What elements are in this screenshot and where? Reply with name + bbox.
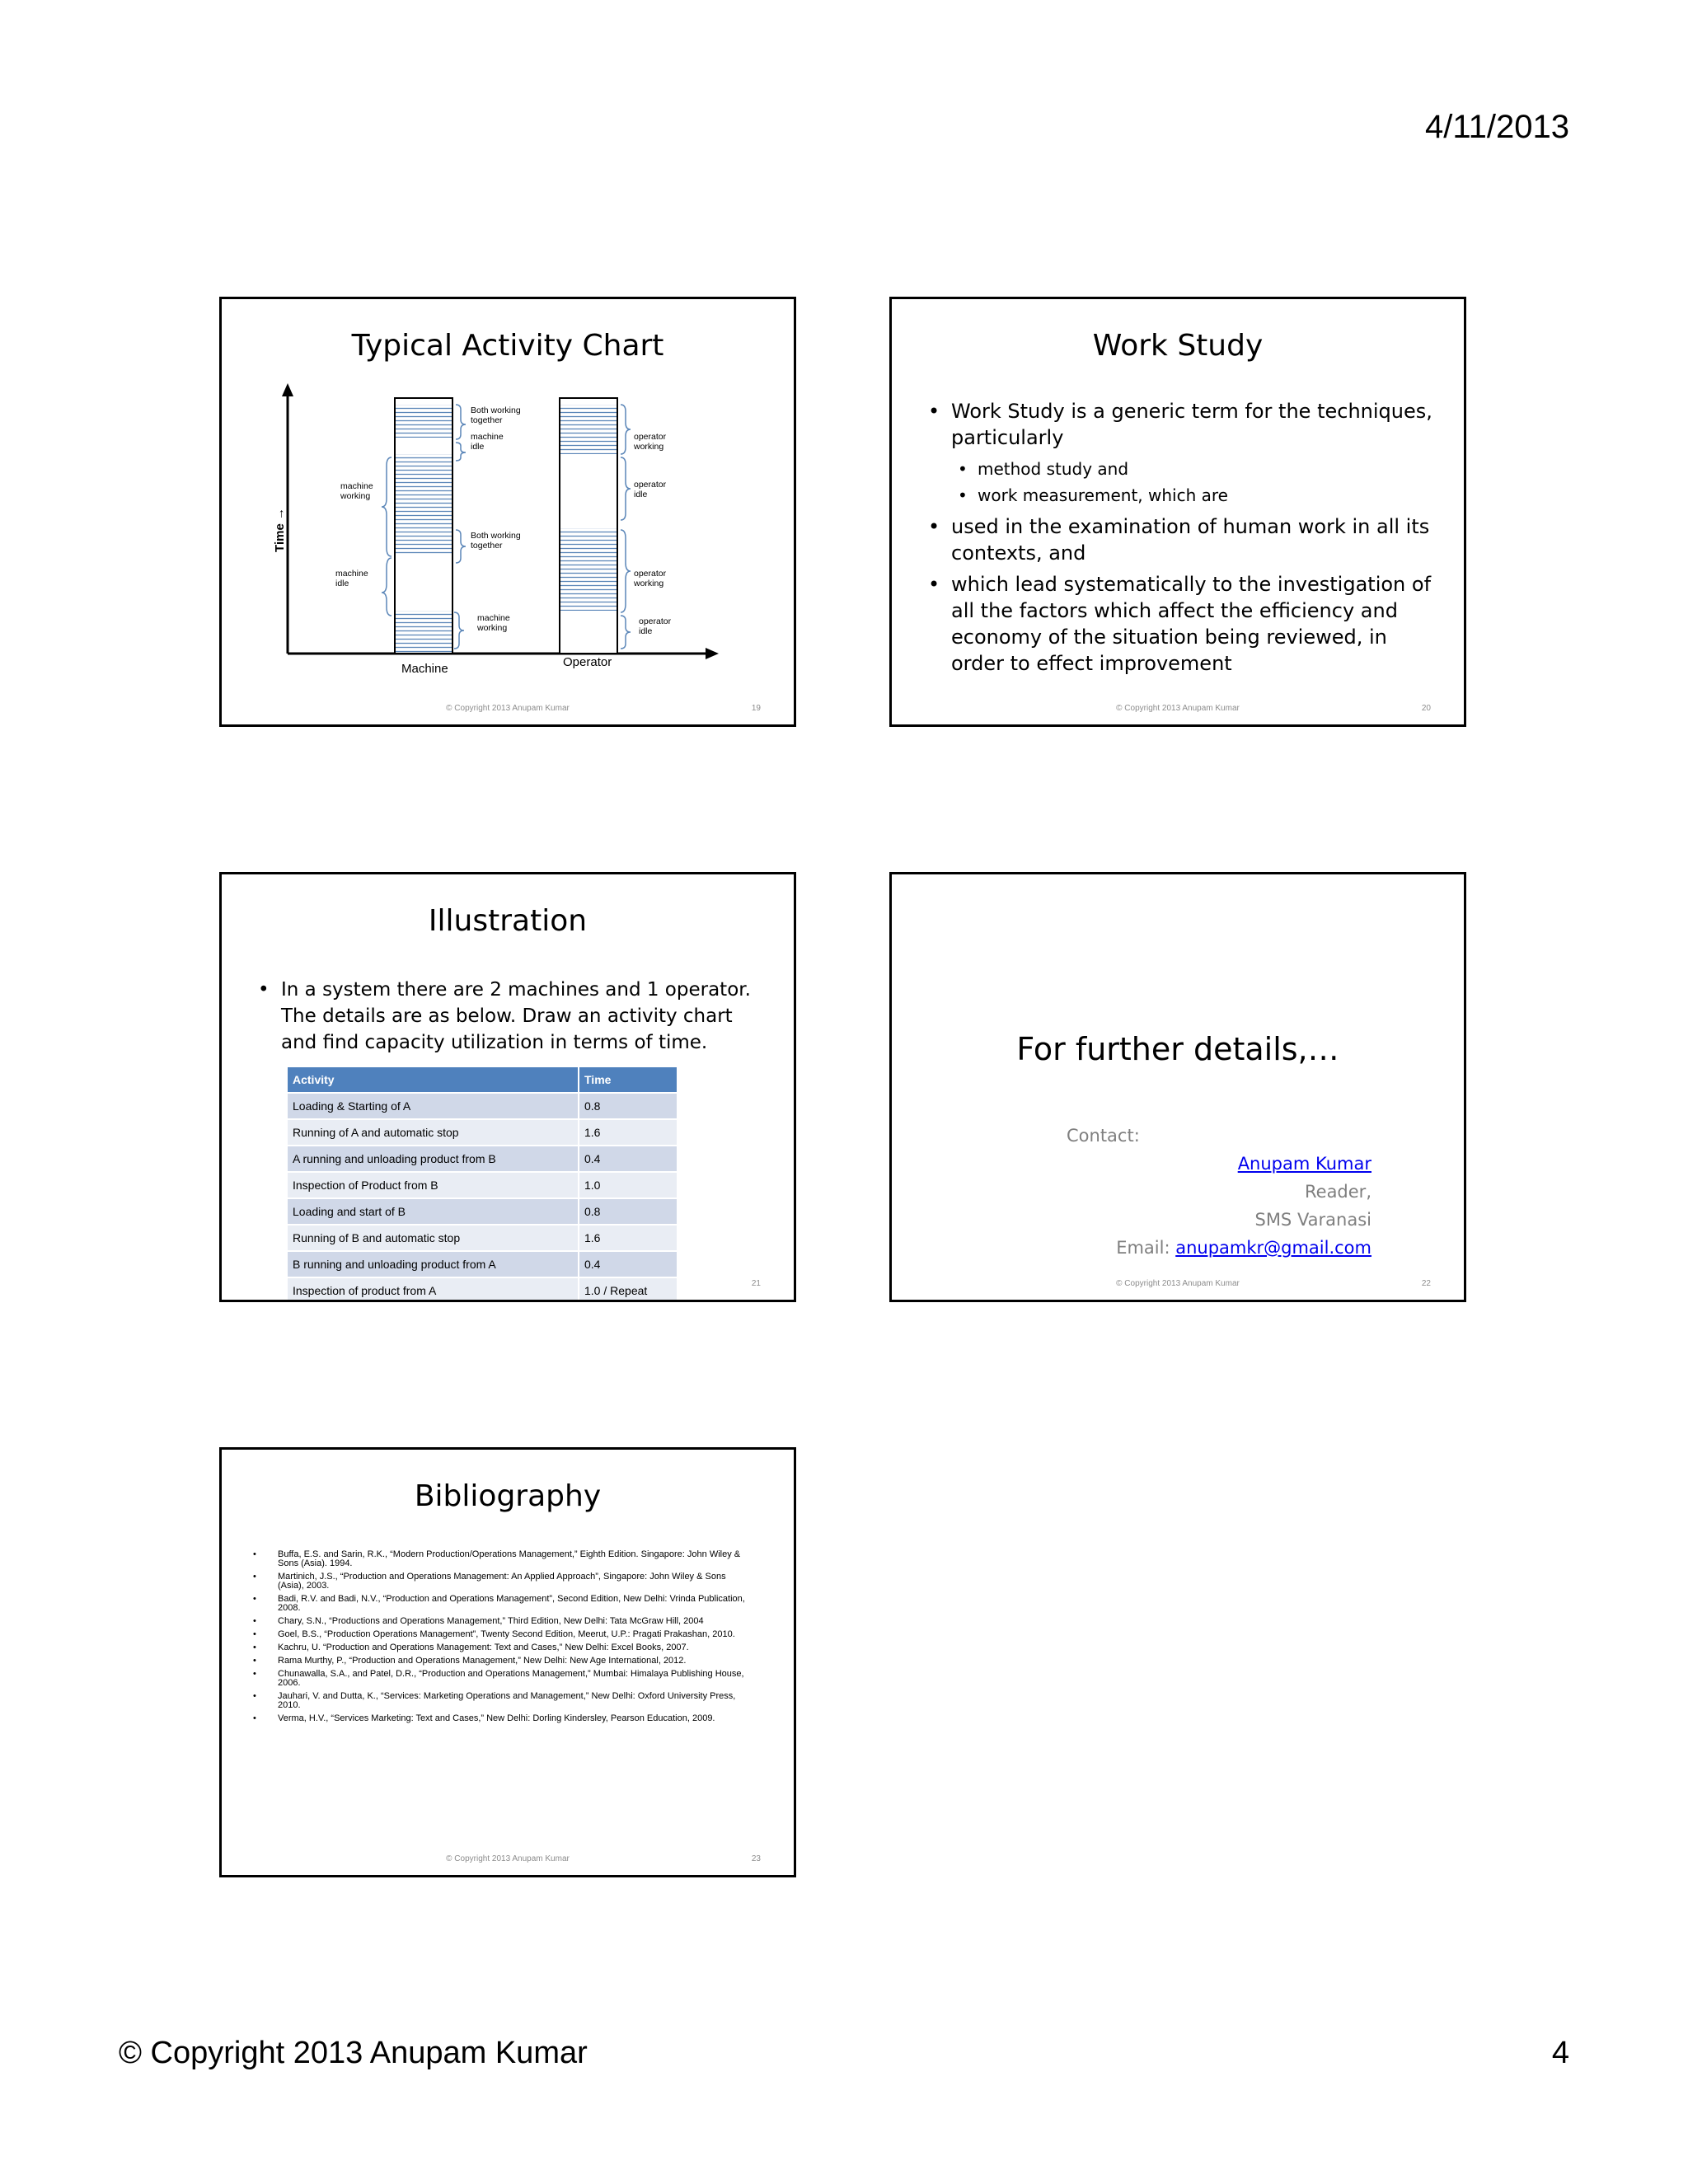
x-axis-arrow [706,648,719,659]
table-body [288,1094,677,1302]
list-item: • Kachru, U. “Production and Operations Management: Text and Cases,” New Delhi: Excel Books, 2007. [251,1643,746,1652]
table-cell-time: 1.6 [579,1120,677,1145]
label-machine-idle-left: machine idle [335,569,368,588]
slide-number: 20 [1421,704,1431,713]
email-label: Email: [1116,1238,1176,1258]
y-axis-arrow [282,383,293,396]
list-item: • Work Study is a generic term for the techniques, particularly [925,398,1436,451]
slide-copyright: © Copyright 2013 Anupam Kumar [1116,1279,1240,1288]
slide-contact [889,872,1466,1302]
slide-number: 21 [751,1279,761,1288]
table-cell-activity: Loading and start of B [288,1199,579,1224]
list-item: • Martinich, J.S., “Production and Operations Management: An Applied Approach”, Singapore: John Wiley & Sons (Asia), 2003. [251,1572,746,1591]
activity-chart [271,382,749,682]
list-item: • Badi, R.V. and Badi, N.V., “Production and Operations Management”, Second Edition, New Delhi: Vrinda Publication, 2008. [251,1595,746,1613]
slide-copyright: © Copyright 2013 Anupam Kumar [446,704,570,713]
slide-number: 19 [751,704,761,713]
table-cell-activity: B running and unloading product from A [288,1252,579,1277]
slide-number: 23 [751,1854,761,1863]
x-category-operator: Operator [563,655,612,669]
slide-title: Typical Activity Chart [351,329,664,363]
table-cell-activity: Running of A and automatic stop [288,1120,579,1145]
label-operator-idle-mid: operator idle [634,480,667,499]
contact-block [1042,1122,1372,1262]
slide-title: Illustration [428,904,588,938]
slide-activity-chart [219,297,796,727]
page-footer-copyright: © Copyright 2013 Anupam Kumar [119,2036,588,2070]
y-axis-label: Time → [273,508,287,552]
table-cell-activity: Loading & Starting of A [288,1094,579,1118]
email-link[interactable]: anupamkr@gmail.com [1175,1238,1372,1258]
table-header: Time [579,1067,677,1092]
operator-column [560,398,617,654]
contact-label: Contact: [1067,1126,1140,1146]
table-cell-time: 0.4 [579,1252,677,1277]
table-cell-activity: Inspection of product from A [288,1278,579,1302]
table-cell-activity: Running of B and automatic stop [288,1226,579,1250]
table-row [288,1226,677,1250]
operator-segment-working-mid [560,528,617,611]
table-header-row [288,1067,677,1092]
table-cell-time: 1.0 [579,1173,677,1197]
slide-work-study [889,297,1466,727]
author-institute: SMS Varanasi [1254,1210,1372,1230]
author-name-link[interactable]: Anupam Kumar [1237,1154,1372,1174]
list-item: • Chary, S.N., “Productions and Operations Management,” Third Edition, New Delhi: Tata McGraw Hill, 2004 [251,1617,746,1626]
list-item: • Chunawalla, S.A., and Patel, D.R., “Production and Operations Management,” Mumbai: Himalaya Publishing House, 2006. [251,1670,746,1688]
table-cell-time: 0.8 [579,1094,677,1118]
table-row [288,1173,677,1197]
list-subitem: • work measurement, which are [925,482,1436,509]
list-item: • used in the examination of human work in all its contexts, and [925,513,1436,566]
list-item: • Verma, H.V., “Services Marketing: Text and Cases,” New Delhi: Dorling Kindersley, Pearson Education, 2009. [251,1714,746,1723]
slide-title: For further details,… [1016,1031,1339,1067]
list-item: • Buffa, E.S. and Sarin, R.K., “Modern Production/Operations Management,” Eighth Edition. Singapore: John Wiley & Sons (Asia). 1994. [251,1550,746,1568]
operator-segment-working-top [560,405,617,454]
slide-illustration [219,872,796,1302]
label-operator-idle-low: operator idle [639,616,672,636]
machine-segment-working-low [396,611,452,653]
table-cell-time: 0.4 [579,1146,677,1171]
table-row [288,1199,677,1224]
slide-title: Bibliography [414,1479,602,1513]
machine-segment-both-working-1 [396,405,452,438]
label-operator-working-low: operator working [634,569,667,588]
table-cell-time: 1.6 [579,1226,677,1250]
machine-column [395,398,452,654]
slide-copyright: © Copyright 2013 Anupam Kumar [446,1854,570,1863]
page-date: 4/11/2013 [1425,109,1569,145]
table-row [288,1120,677,1145]
list-item: • Goel, B.S., “Production Operations Management”, Twenty Second Edition, Meerut, U.P.: Pragati Prakashan, 2010. [251,1630,746,1639]
illustration-text: • In a system there are 2 machines and 1 operator. The details are as below. Draw an activity chart and find capacity utilization in terms of time. [255,977,766,1056]
list-subitem: • method study and [925,456,1436,482]
label-machine-working-left: machine working [340,481,373,501]
list-item: • Rama Murthy, P., “Production and Operations Management,” New Delhi: New Age International, 2012. [251,1657,746,1666]
x-category-machine: Machine [401,662,448,676]
label-operator-working-top: operator working [634,432,667,452]
table-row [288,1146,677,1171]
table-cell-activity: A running and unloading product from B [288,1146,579,1171]
table-row [288,1094,677,1118]
slide-bibliography [219,1447,796,1877]
label-machine-idle-top: machine idle [471,432,504,452]
machine-segment-working [396,454,452,555]
slide-number: 22 [1421,1279,1431,1288]
label-both-working-1: Both working together [471,405,521,425]
page-number: 4 [1551,2036,1569,2070]
work-study-list [925,398,1436,682]
label-machine-working-low: machine working [477,613,510,633]
table-header: Activity [288,1067,579,1092]
table-cell-time: 0.8 [579,1199,677,1224]
activity-table [288,1066,677,1302]
table-cell-time: 1.0 / Repeat [579,1278,677,1302]
list-item: • which lead systematically to the investigation of all the factors which affect the efficiency and economy of the situation being reviewed, in order to effect improvement [925,571,1436,677]
bibliography-list [251,1550,746,1727]
table-row [288,1252,677,1277]
list-item: • Jauhari, V. and Dutta, K., “Services: Marketing Operations and Management,” New Delhi: Oxford University Press, 2010. [251,1692,746,1710]
author-position: Reader, [1305,1182,1372,1202]
table-row [288,1278,677,1302]
label-both-working-2: Both working together [471,531,521,551]
slide-title: Work Study [1092,329,1264,363]
slide-copyright: © Copyright 2013 Anupam Kumar [1116,704,1240,713]
activity-chart-svg [271,382,749,678]
table-cell-activity: Inspection of Product from B [288,1173,579,1197]
